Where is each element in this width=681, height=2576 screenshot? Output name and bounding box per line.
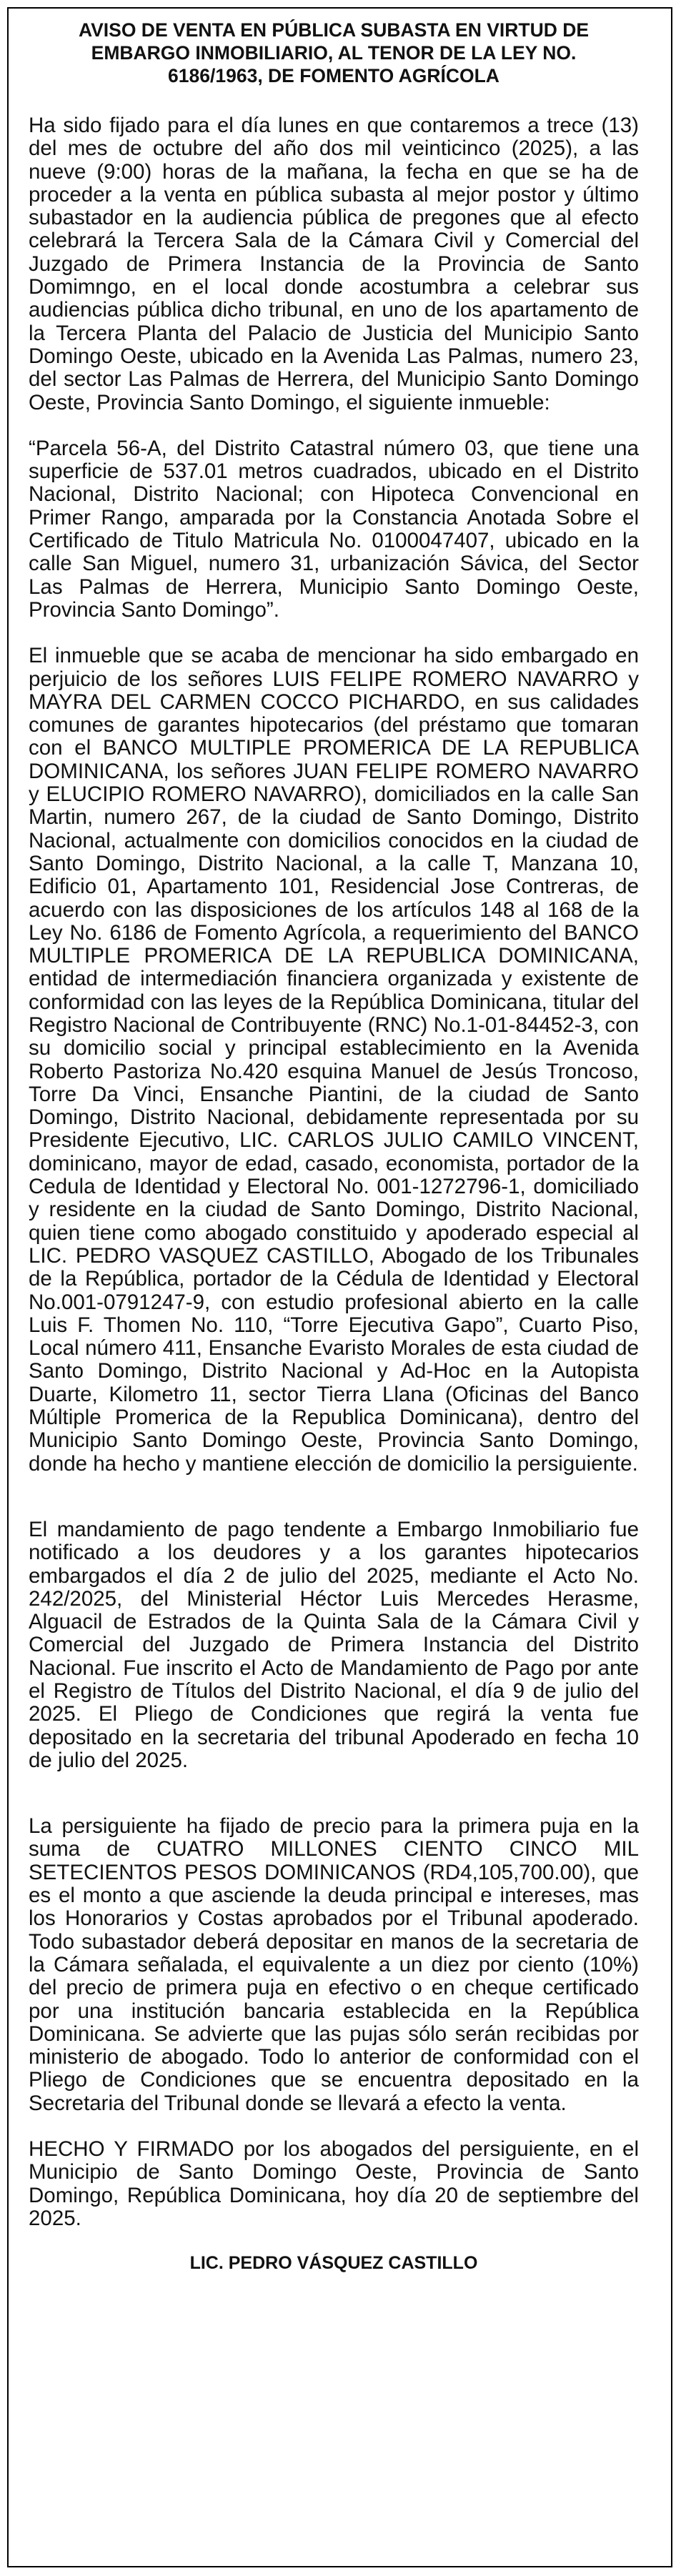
title-line: EMBARGO INMOBILIARIO, AL TENOR DE LA LEY NO. [91,42,577,64]
notice-title [29,19,639,87]
title-line: 6186/1963, DE FOMENTO AGRÍCOLA [168,65,499,86]
paragraph-auction-date: Ha sido fijado para el día lunes en que contaremos a trece (13) del mes de octubre del año dos mil veinticinco (2025), a las nueve (9:00) horas de la mañana, la fecha en que se ha de proceder a la venta en pública subasta al mejor postor y último subastador en la audiencia pública de pregones que al efecto celebrará la Tercera Sala de la Cámara Civil y Comercial del Juzgado de Primera Instancia de la Provincia de Santo Domimngo, en el local donde acostumbra a celebrar sus audiencias pública dicho tribunal, en uno de los apartamento de la Tercera Planta del Palacio de Justicia del Municipio Santo Domingo Oeste, ubicado en la Avenida Las Palmas, numero 23, del sector Las Palmas de Herrera, del Municipio Santo Domingo Oeste, Provincia Santo Domingo, el siguiente inmueble: [29,114,639,414]
title-line: AVISO DE VENTA EN PÚBLICA SUBASTA EN VIRTUD DE [78,19,590,41]
paragraph-payment-order: El mandamiento de pago tendente a Embargo Inmobiliario fue notificado a los deudores y a los garantes hipotecarios embargados el día 2 de julio del 2025, mediante el Acto No. 242/2025, del Ministerial Héctor Luis Mercedes Herasme, Alguacil de Estrados de la Quinta Sala de la Cámara Civil y Comercial del Juzgado de Primera Instancia del Distrito Nacional. Fue inscrito el Acto de Mandamiento de Pago por ante el Registro de Títulos del Distrito Nacional, el día 9 de julio del 2025. El Pliego de Condiciones que regirá la venta fue depositado en la secretaria del tribunal Apoderado en fecha 10 de julio del 2025. [29,1517,639,1772]
signature-name: LIC. PEDRO VÁSQUEZ CASTILLO [189,2253,478,2274]
paragraph-seizure-parties: El inmueble que se acaba de mencionar ha sido embargado en perjuicio de los señores LUIS FELIPE ROMERO NAVARRO y MAYRA DEL CARMEN COCCO PICHARDO, en sus calidades comunes de garantes hipotecarios (del préstamo que tomaran con el BANCO MULTIPLE PROMERICA DE LA REPUBLICA DOMINICANA, los señores JUAN FELIPE ROMERO NAVARRO y ELUCIPIO ROMERO NAVARRO), domiciliados en la calle San Martin, numero 267, de la ciudad de Santo Domingo, Distrito Nacional, actualmente con domicilios conocidos en la ciudad de Santo Domingo, Distrito Nacional, a la calle T, Manzana 10, Edificio 01, Apartamento 101, Residencial Jose Contreras, de acuerdo con las disposiciones de los artículos 148 al 168 de la Ley No. 6186 de Fomento Agrícola, a requerimiento del BANCO MULTIPLE PROMERICA DE LA REPUBLICA DOMINICANA, entidad de intermediación financiera organizada y existente de conformidad con las leyes de la República Dominicana, titular del Registro Nacional de Contribuyente (RNC) No.1-01-84452-3, con su domicilio social y principal establecimiento en la Avenida Roberto Pastoriza No.420 esquina Manuel de Jesús Troncoso, Torre Da Vinci, Ensanche Piantini, de la ciudad de Santo Domingo, Distrito Nacional, debidamente representada por su Presidente Ejecutivo, LIC. CARLOS JULIO CAMILO VINCENT, dominicano, mayor de edad, casado, economista, portador de la Cedula de Identidad y Electoral No. 001-1272796-1, domiciliado y residente en la ciudad de Santo Domingo, Distrito Nacional, quien tiene como abogado constituido y apoderado especial al LIC. PEDRO VASQUEZ CASTILLO, Abogado de los Tribunales de la República, portador de la Cédula de Identidad y Electoral No.001-0791247-9, con estudio profesional abierto en la calle Luis F. Thomen No. 110, “Torre Ejecutiva Gapo”, Cuarto Piso, Local número 411, Ensanche Evaristo Morales de esta ciudad de Santo Domingo, Distrito Nacional y Ad-Hoc en la Autopista Duarte, Kilometro 11, sector Tierra Llana (Oficinas del Banco Múltiple Promerica de la Republica Dominicana), dentro del Municipio Santo Domingo Oeste, Provincia Santo Domingo, donde ha hecho y mantiene elección de domicilio la persiguiente. [29,644,639,1476]
paragraph-price-terms: La persiguiente ha fijado de precio para la primera puja en la suma de CUATRO MILLONES CIENTO CINCO MIL SETECIENTOS PESOS DOMINICANOS (RD4,105,700.00), que es el monto a que asciende la deuda principal e intereses, mas los Honorarios y Costas aprobados por el Tribunal apoderado. Todo subastador deberá depositar en manos de la secretaria de la Cámara señalada, el equivalente a un diez por ciento (10%) del precio de primera puja en efectivo o en cheque certificado por una institución bancaria establecida en la República Dominicana. Se advierte que las pujas sólo serán recibidas por ministerio de abogado. Todo lo anterior de conformidad con el Pliego de Condiciones que se encuentra depositado en la Secretaria del Tribunal donde se llevará a efecto la venta. [29,1814,639,2115]
paragraph-signed: HECHO Y FIRMADO por los abogados del persiguiente, en el Municipio de Santo Domingo Oeste, Provincia de Santo Domingo, República Dominicana, hoy día 20 de septiembre del 2025. [29,2137,639,2230]
paragraph-property-description: “Parcela 56-A, del Distrito Catastral número 03, que tiene una superficie de 537.01 metros cuadrados, ubicado en el Distrito Nacional, Distrito Nacional; con Hipoteca Convencional en Primer Rango, amparada por la Constancia Anotada Sobre el Certificado de Titulo Matricula No. 0100047407, ubicado en la calle San Miguel, numero 31, urbanización Sávica, del Sector Las Palmas de Herrera, Municipio Santo Domingo Oeste, Provincia Santo Domingo”. [29,436,639,622]
legal-notice [7,7,672,2567]
